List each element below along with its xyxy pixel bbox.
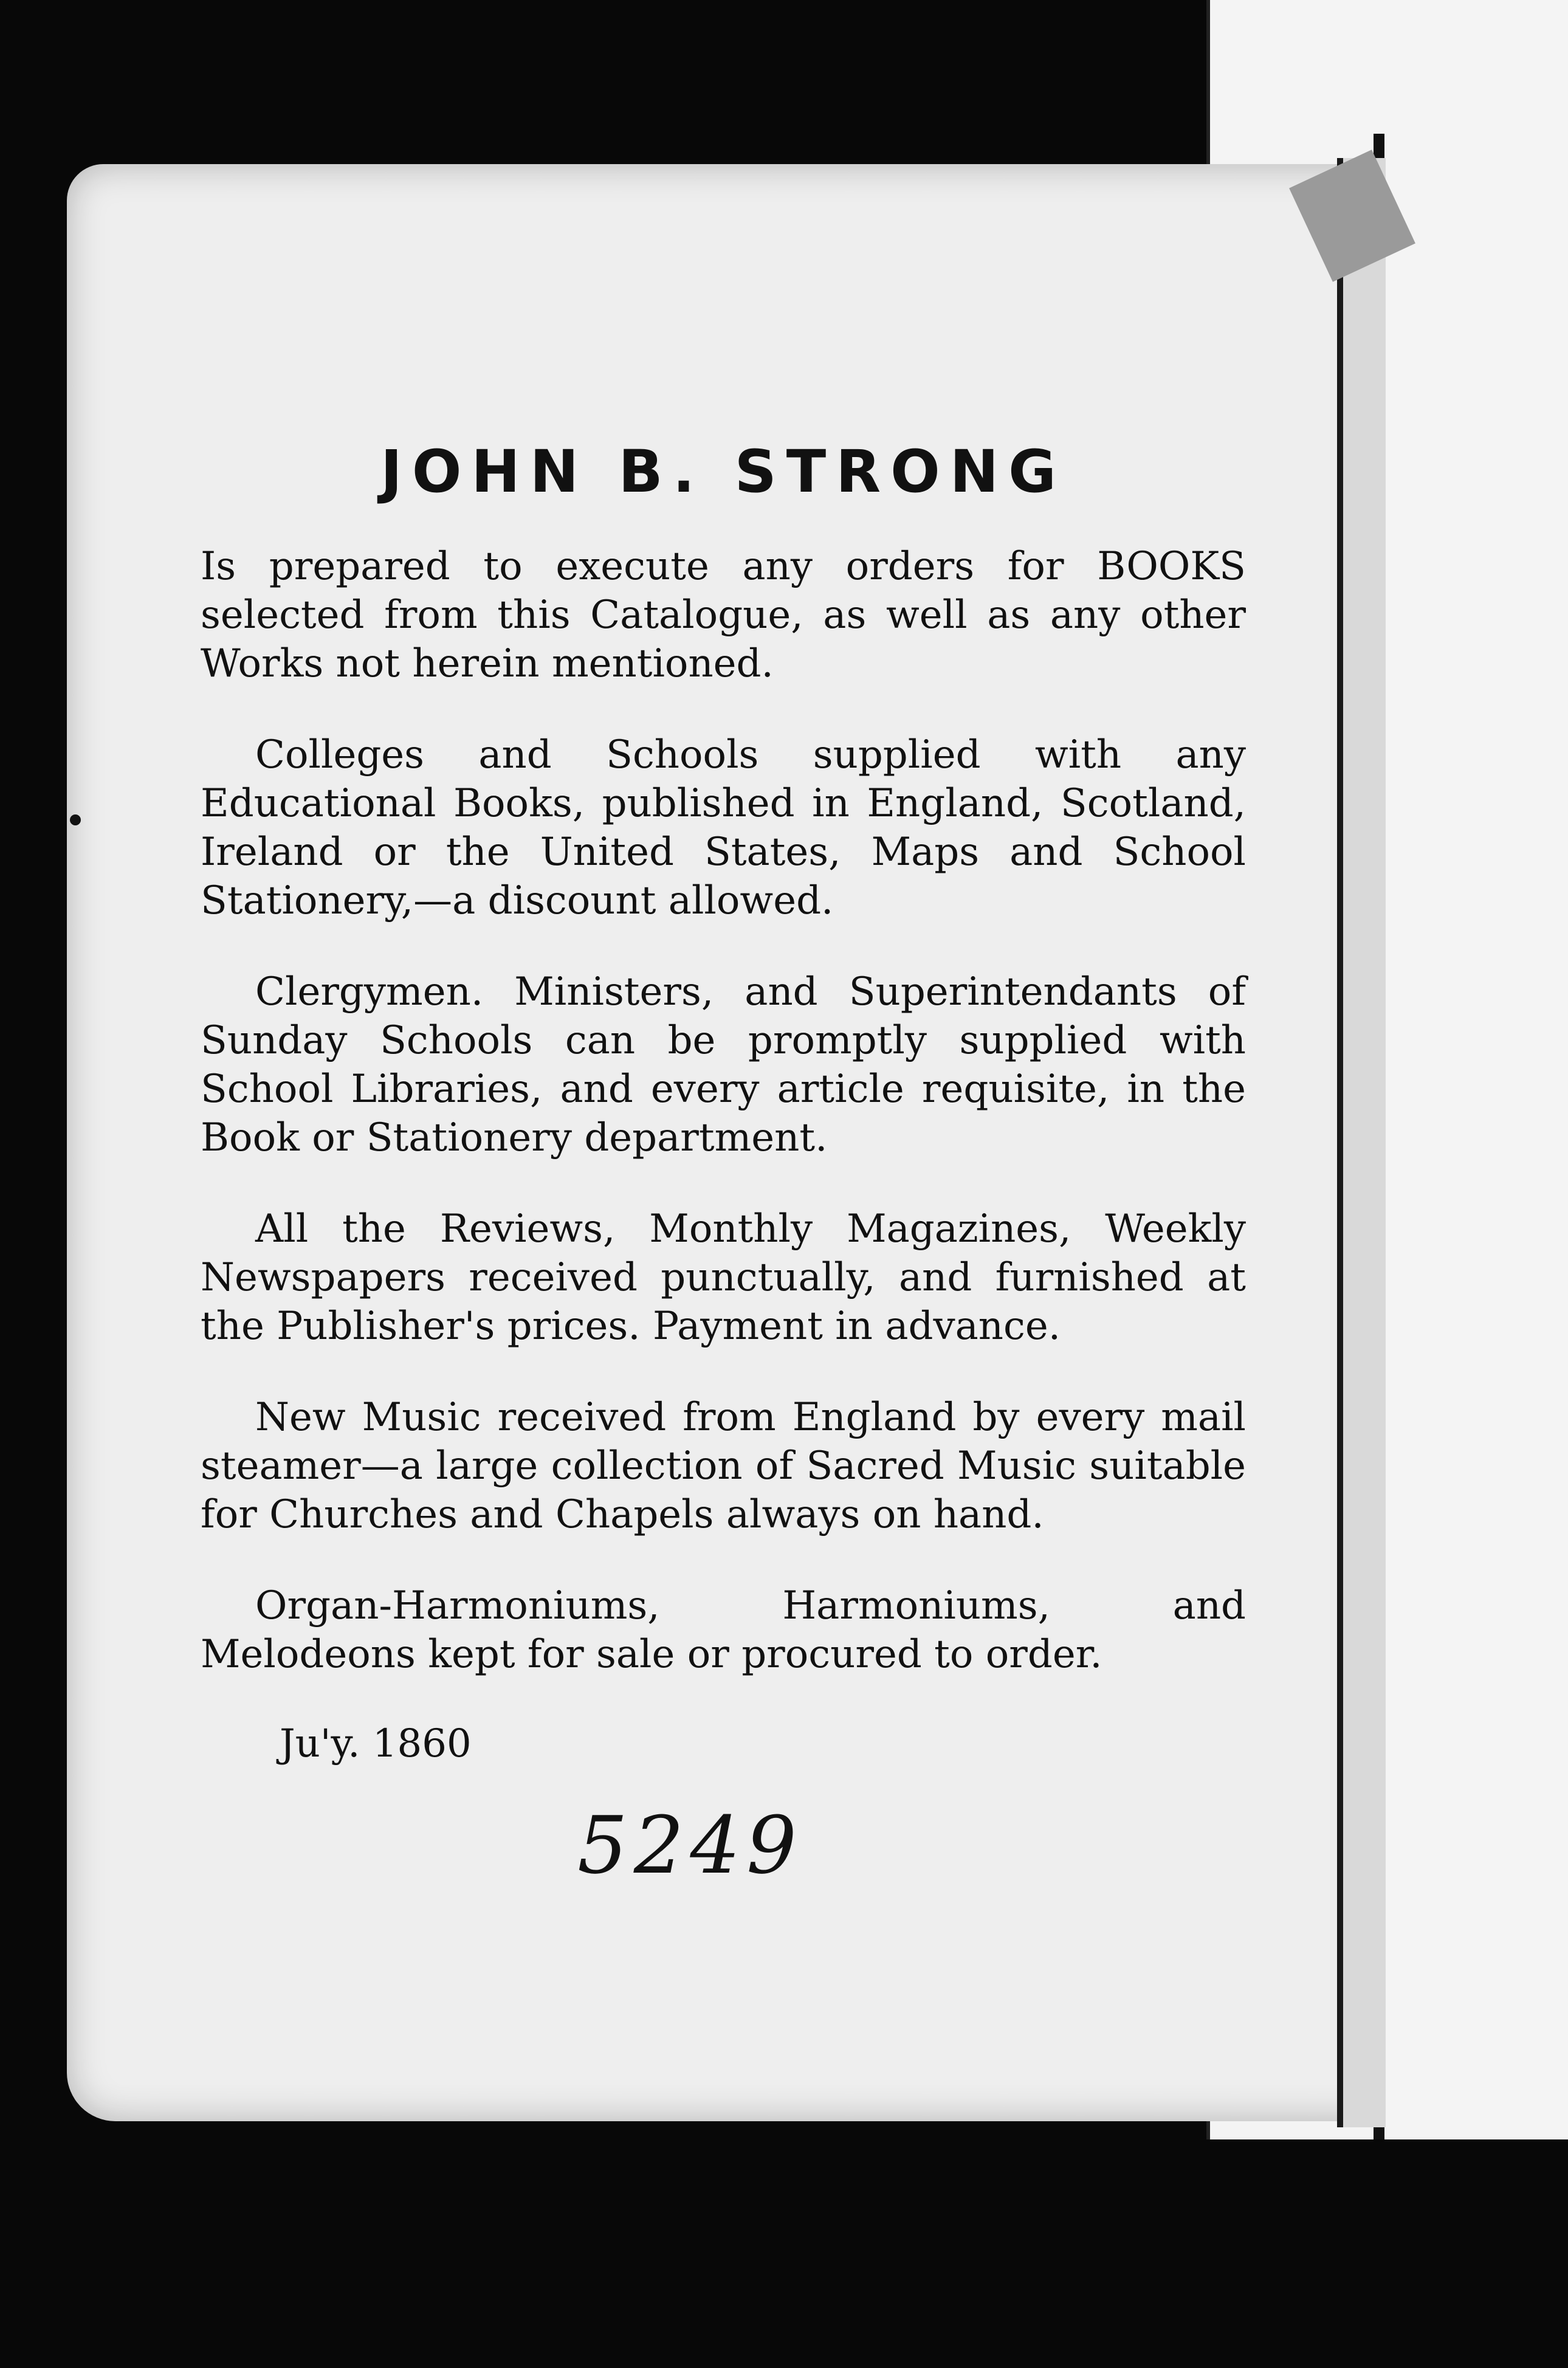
paragraph-clergymen: Clergymen. Ministers, and Superintendants of Sunday Schools can be promptly supplied with School Libraries, and every article requisite, in the Book or Stationery department.	[201, 969, 1246, 1160]
paragraph-educational: Colleges and Schools supplied with any Educational Books, published in England, Scotland, Ireland or the United States, Maps and School Stationery,—a discount allowed.	[201, 732, 1246, 923]
margin-dot	[70, 814, 81, 825]
paragraph-books: Is prepared to execute any orders for BOOKS selected from this Catalogue, as well as any other Works not herein mentioned.	[201, 544, 1246, 686]
paragraph-harmoniums: Organ-Harmoniums, Harmoniums, and Melodeons kept for sale or procured to order.	[201, 1583, 1246, 1677]
handwritten-number: 5249	[577, 1799, 803, 1891]
date-line: Ju'y. 1860	[280, 1721, 472, 1766]
page-title: JOHN B. STRONG	[380, 438, 1066, 506]
paragraph-reviews: All the Reviews, Monthly Magazines, Weekly Newspapers received punctually, and furnished at the Publisher's prices. Payment in advance.	[201, 1206, 1246, 1349]
paragraph-music: New Music received from England by every mail steamer—a large collection of Sacred Music suitable for Churches and Chapels always on hand.	[201, 1395, 1246, 1537]
page-binding	[1337, 158, 1386, 2127]
page-content	[201, 438, 1246, 1766]
